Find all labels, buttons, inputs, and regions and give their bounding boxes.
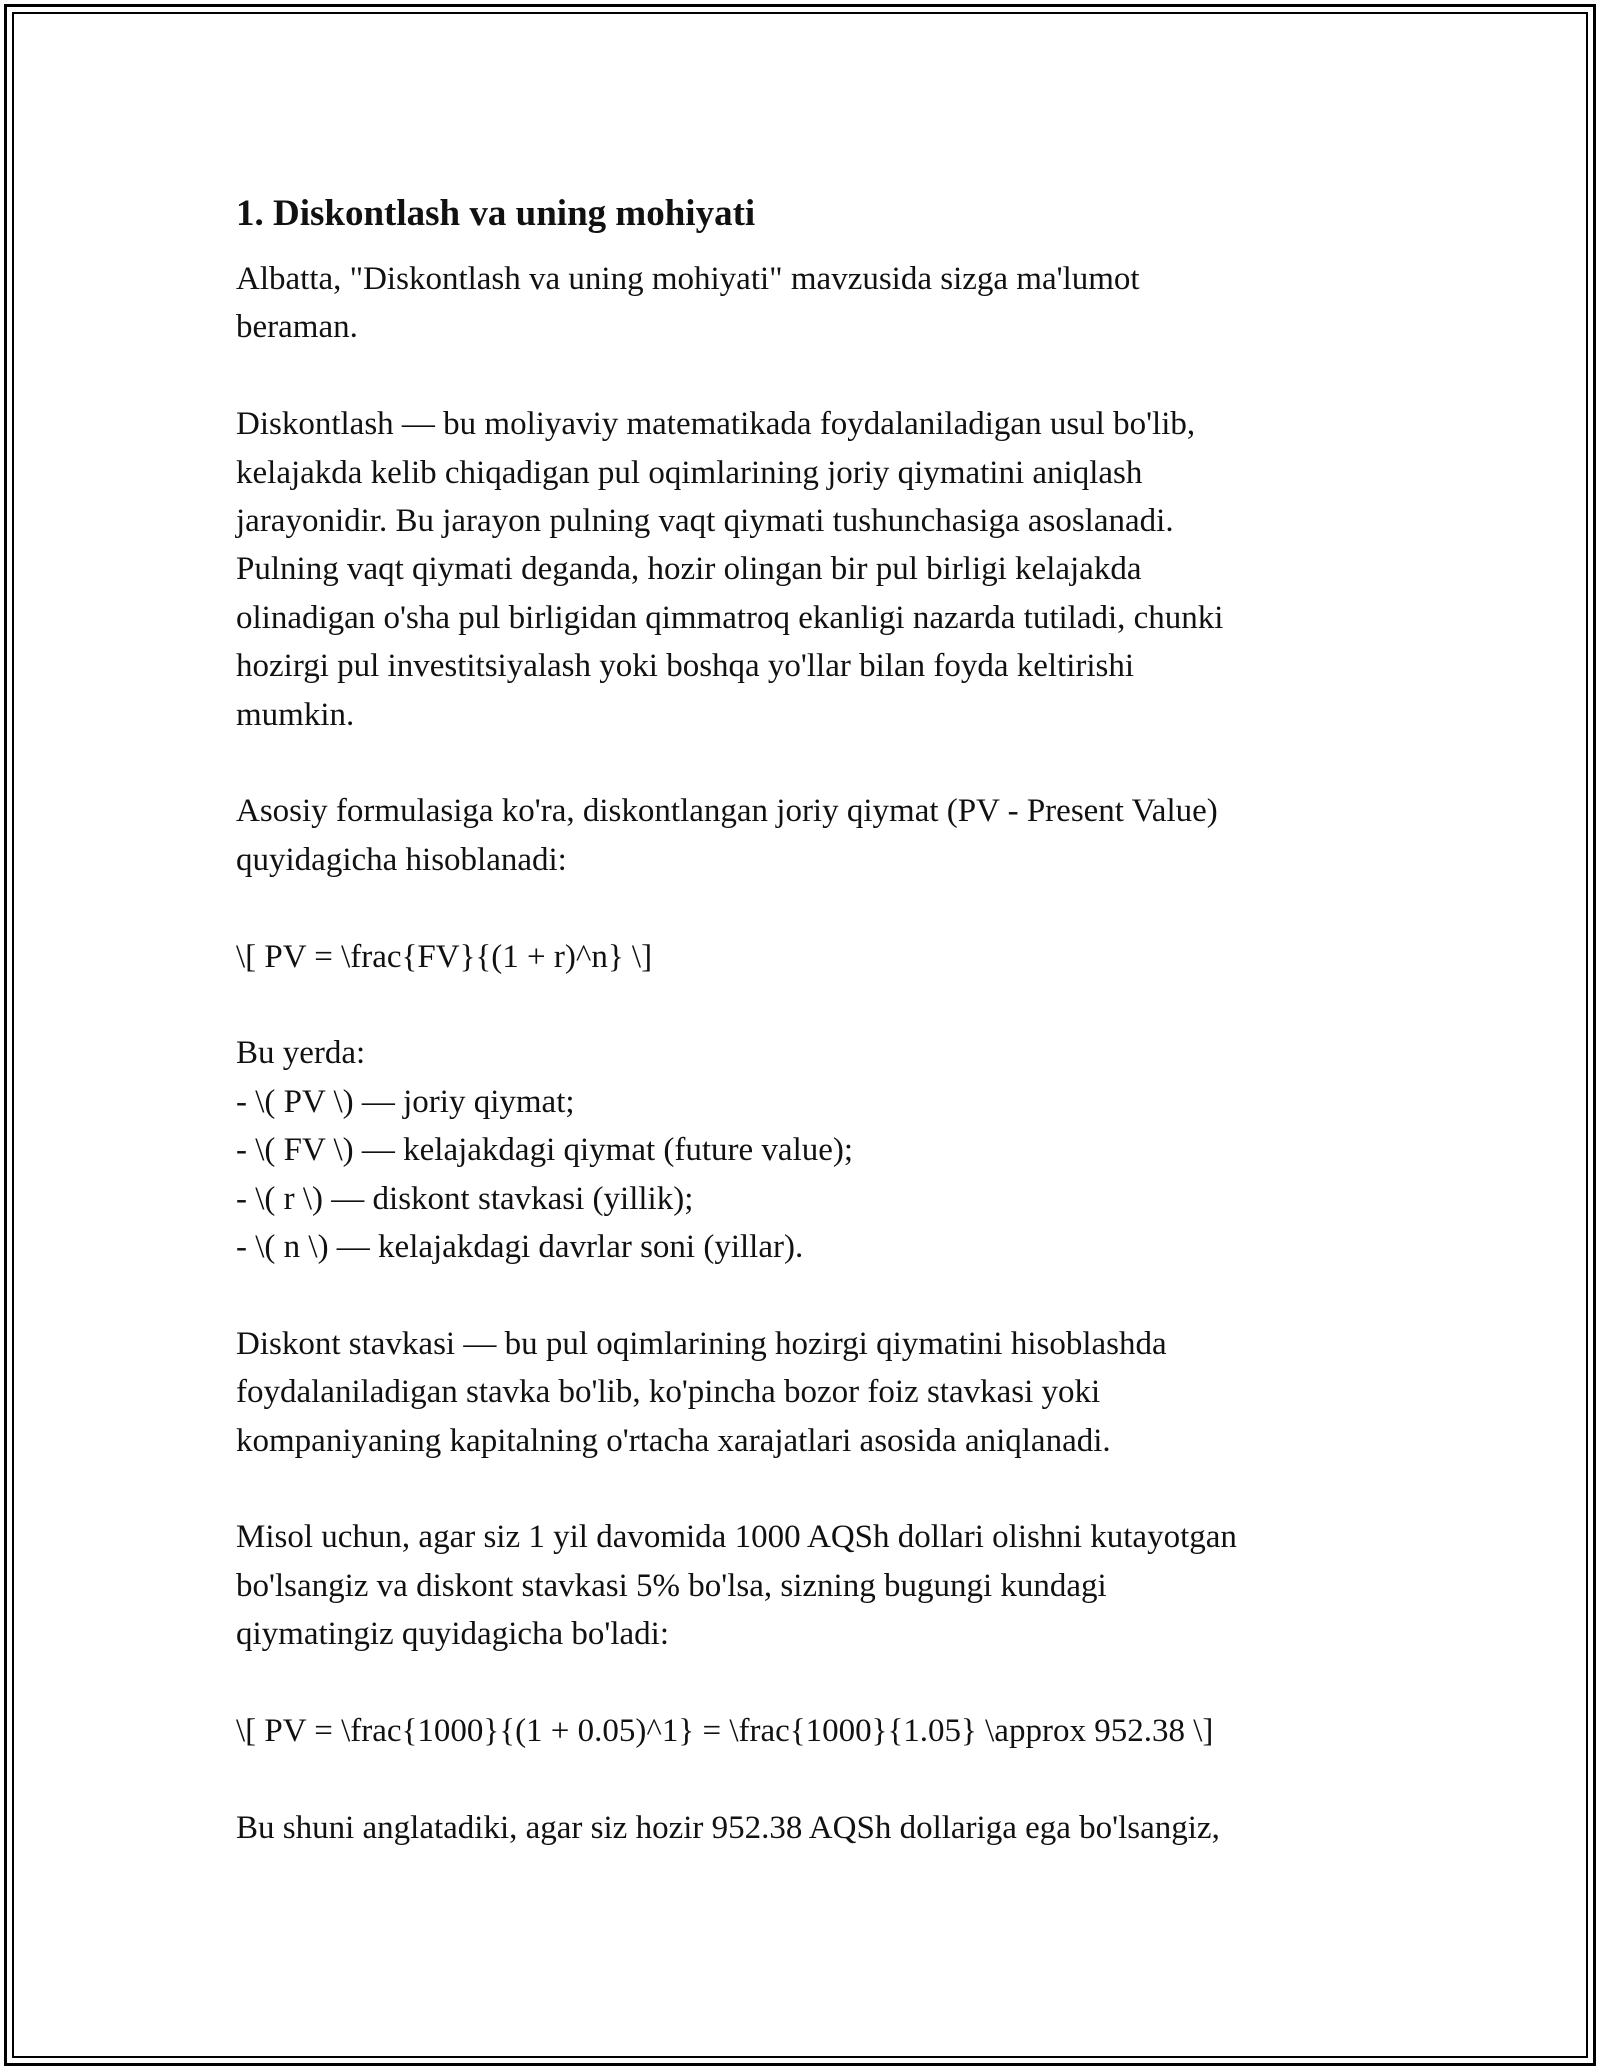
text-line: olinadigan o'sha pul birligidan qimmatroq ekanligi nazarda tutiladi, chunki <box>236 599 1224 636</box>
text-line: beraman. <box>236 309 358 346</box>
list-item: - \( n \) — kelajakdagi davrlar soni (yillar). <box>236 1229 804 1266</box>
formula-line: \[ PV = \frac{1000}{(1 + 0.05)^1} = \frac{1000}{1.05} \approx 952.38 \] <box>236 1713 1214 1750</box>
text-line: Diskont stavkasi — bu pul oqimlarining hozirgi qiymatini hisoblashda <box>236 1325 1167 1362</box>
text-line: jarayonidir. Bu jarayon pulning vaqt qiymati tushunchasiga asoslanadi. <box>236 503 1174 540</box>
definition-paragraph <box>236 400 1376 739</box>
text-line: quyidagicha hisoblanadi: <box>236 841 567 878</box>
formula-example <box>236 1707 1376 1755</box>
list-item: - \( PV \) — joriy qiymat; <box>236 1083 575 1120</box>
document-body <box>236 185 1376 1901</box>
text-line: foydalaniladigan stavka bo'lib, ko'pincha bozor foiz stavkasi yoki <box>236 1374 1101 1411</box>
formula-present-value <box>236 933 1376 981</box>
example-paragraph <box>236 1513 1376 1658</box>
list-item: - \( r \) — diskont stavkasi (yillik); <box>236 1180 694 1217</box>
formula-line: \[ PV = \frac{FV}{(1 + r)^n} \] <box>236 938 653 975</box>
text-line: Diskontlash — bu moliyaviy matematikada foydalaniladigan usul bo'lib, <box>236 406 1196 443</box>
discount-rate-paragraph <box>236 1320 1376 1465</box>
text-line: mumkin. <box>236 696 355 733</box>
list-item: Bu yerda: <box>236 1035 366 1072</box>
list-item: - \( FV \) — kelajakdagi qiymat (future value); <box>236 1132 854 1169</box>
text-line: Asosiy formulasiga ko'ra, diskontlangan joriy qiymat (PV - Present Value) <box>236 793 1218 830</box>
text-line: bo'lsangiz va diskont stavkasi 5% bo'lsa, sizning bugungi kundagi <box>236 1567 1107 1604</box>
text-line: Pulning vaqt qiymati deganda, hozir olingan bir pul birligi kelajakda <box>236 551 1142 588</box>
text-line: qiymatingiz quyidagicha bo'ladi: <box>236 1616 670 1653</box>
formula-intro-paragraph <box>236 787 1376 884</box>
text-line: Misol uchun, agar siz 1 yil davomida 1000 AQSh dollari olishni kutayotgan <box>236 1519 1237 1556</box>
text-line: kompaniyaning kapitalning o'rtacha xarajatlari asosida aniqlanadi. <box>236 1422 1111 1459</box>
variables-list <box>236 1029 1376 1271</box>
section-heading: 1. Diskontlash va uning mohiyati <box>236 193 756 234</box>
intro-paragraph <box>236 255 1376 352</box>
text-line: hozirgi pul investitsiyalash yoki boshqa yo'llar bilan foyda keltirishi <box>236 648 1135 685</box>
text-line: Bu shuni anglatadiki, agar siz hozir 952.38 AQSh dollariga ega bo'lsangiz, <box>236 1809 1220 1846</box>
text-line: Albatta, "Diskontlash va uning mohiyati" mavzusida sizga ma'lumot <box>236 261 1140 297</box>
text-line: kelajakda kelib chiqadigan pul oqimlarining joriy qiymatini aniqlash <box>236 454 1143 491</box>
conclusion-paragraph <box>236 1804 1376 1852</box>
